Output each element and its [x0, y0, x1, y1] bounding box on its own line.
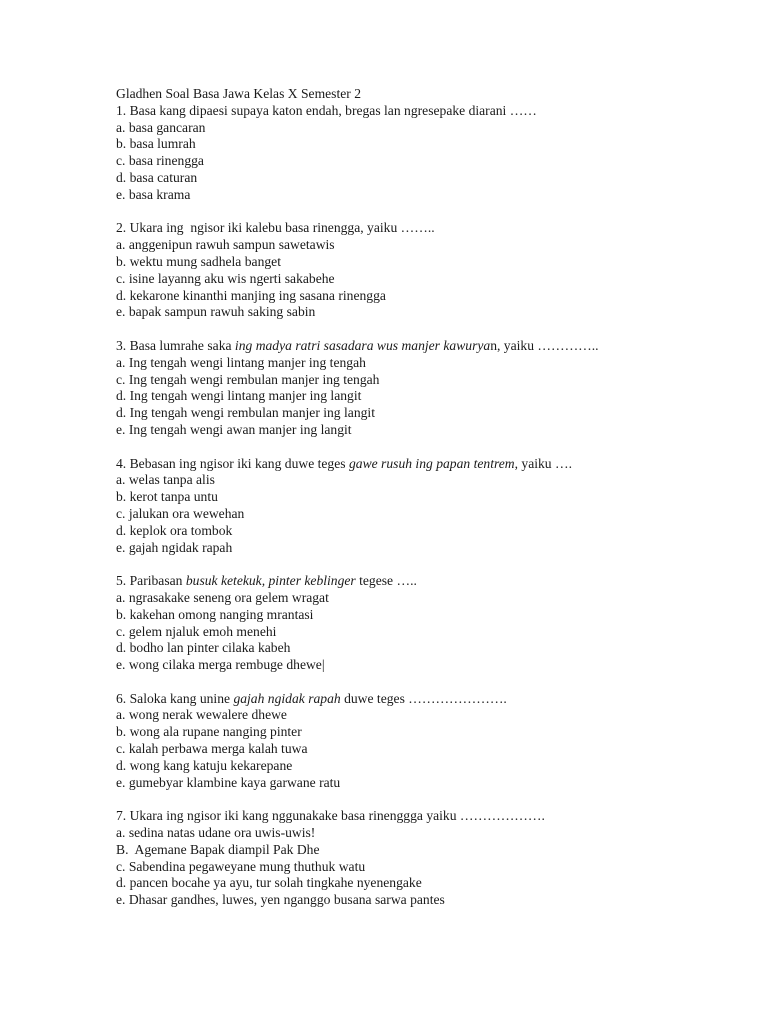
- answer-option: c. gelem njaluk emoh menehi: [116, 623, 277, 639]
- question-text: Paribasan: [129, 573, 186, 589]
- answer-option: d. wong kang katuju kekarepane: [116, 757, 293, 773]
- question-text: duwe teges ………………….: [340, 690, 507, 706]
- answer-option: a. anggenipun rawuh sampun sawetawis: [116, 237, 335, 253]
- answer-option: a. Ing tengah wengi lintang manjer ing tengah: [116, 354, 366, 370]
- answer-option: b. kerot tanpa untu: [116, 489, 218, 505]
- question-text: n, yaiku …………..: [490, 337, 599, 353]
- question-list: [116, 103, 736, 909]
- question-stem: [116, 808, 736, 825]
- answer-option: c. basa rinengga: [116, 153, 204, 169]
- question-7: [116, 808, 736, 909]
- question-phrase-italic: busuk ketekuk, pinter keblinger: [185, 573, 356, 589]
- answer-option: a. basa gancaran: [116, 119, 206, 135]
- question-number: 4.: [116, 455, 127, 471]
- answer-option: c. Ing tengah wengi rembulan manjer ing tengah: [116, 371, 380, 387]
- answer-option: b. wong ala rupane nanging pinter: [116, 724, 302, 740]
- answer-option: d. Ing tengah wengi rembulan manjer ing langit: [116, 405, 375, 421]
- question-number: 3.: [116, 337, 127, 353]
- answer-option: d. bodho lan pinter cilaka kabeh: [116, 640, 291, 656]
- question-6: [116, 691, 736, 792]
- answer-option: c. jalukan ora wewehan: [116, 505, 245, 521]
- answer-option: d. Ing tengah wengi lintang manjer ing langit: [116, 388, 362, 404]
- answer-option: b. wektu mung sadhela banget: [116, 253, 281, 269]
- exam-sheet: [116, 86, 736, 909]
- answer-option: a. ngrasakake seneng ora gelem wragat: [116, 589, 329, 605]
- answer-option: c. Sabendina pegaweyane mung thuthuk watu: [116, 858, 366, 874]
- question-phrase-italic: gajah ngidak rapah: [233, 690, 341, 706]
- question-number: 2.: [116, 220, 127, 236]
- question-stem: [116, 338, 736, 355]
- answer-option: d. pancen bocahe ya ayu, tur solah tingkahe nyenengake: [116, 875, 422, 891]
- question-text: Basa kang dipaesi supaya katon endah, bregas lan ngresepake diarani ……: [129, 102, 537, 118]
- question-text: Ukara ing ngisor iki kalebu basa rinengga, yaiku ……..: [129, 220, 435, 236]
- answer-option: c. kalah perbawa merga kalah tuwa: [116, 741, 308, 757]
- page-title: Gladhen Soal Basa Jawa Kelas X Semester 2: [116, 86, 361, 101]
- answer-option: e. wong cilaka merga rembuge dhewe|: [116, 657, 325, 673]
- question-1: [116, 103, 736, 204]
- question-stem: [116, 573, 736, 590]
- answer-option: b. kakehan omong nanging mrantasi: [116, 606, 314, 622]
- answer-option: a. sedina natas udane ora uwis-uwis!: [116, 825, 316, 841]
- question-stem: [116, 103, 736, 120]
- question-phrase-italic: gawe rusuh ing papan tentrem: [348, 455, 515, 471]
- answer-option: d. basa caturan: [116, 169, 198, 185]
- question-5: [116, 573, 736, 674]
- answer-option: e. gajah ngidak rapah: [116, 539, 233, 555]
- answer-option: e. bapak sampun rawuh saking sabin: [116, 304, 316, 320]
- question-number: 1.: [116, 102, 127, 118]
- question-text: Basa lumrahe saka: [129, 337, 235, 353]
- question-text: tegese …..: [355, 573, 417, 589]
- answer-option: e. Ing tengah wengi awan manjer ing langit: [116, 421, 352, 437]
- question-number: 7.: [116, 808, 127, 824]
- question-text: , yaiku ….: [514, 455, 572, 471]
- question-phrase-italic: ing madya ratri sasadara wus manjer kawurya: [234, 337, 491, 353]
- question-number: 5.: [116, 573, 127, 589]
- answer-option: a. wong nerak wewalere dhewe: [116, 707, 287, 723]
- answer-option: b. basa lumrah: [116, 136, 196, 152]
- answer-option: B. Agemane Bapak diampil Pak Dhe: [116, 841, 320, 857]
- question-2: [116, 220, 736, 321]
- answer-option: d. kekarone kinanthi manjing ing sasana rinengga: [116, 287, 386, 303]
- question-3: [116, 338, 736, 439]
- answer-option: d. keplok ora tombok: [116, 522, 233, 538]
- question-4: [116, 456, 736, 557]
- answer-option: c. isine layanng aku wis ngerti sakabehe: [116, 270, 335, 286]
- question-number: 6.: [116, 690, 127, 706]
- question-text: Saloka kang unine: [129, 690, 234, 706]
- answer-option: e. Dhasar gandhes, luwes, yen nganggo busana sarwa pantes: [116, 892, 445, 908]
- answer-option: e. gumebyar klambine kaya garwane ratu: [116, 774, 341, 790]
- question-stem: [116, 220, 736, 237]
- question-text: Bebasan ing ngisor iki kang duwe teges: [129, 455, 349, 471]
- question-stem: [116, 456, 736, 473]
- question-text: Ukara ing ngisor iki kang nggunakake basa rinenggga yaiku ……………….: [129, 808, 545, 824]
- question-stem: [116, 691, 736, 708]
- answer-option: e. basa krama: [116, 186, 191, 202]
- answer-option: a. welas tanpa alis: [116, 472, 215, 488]
